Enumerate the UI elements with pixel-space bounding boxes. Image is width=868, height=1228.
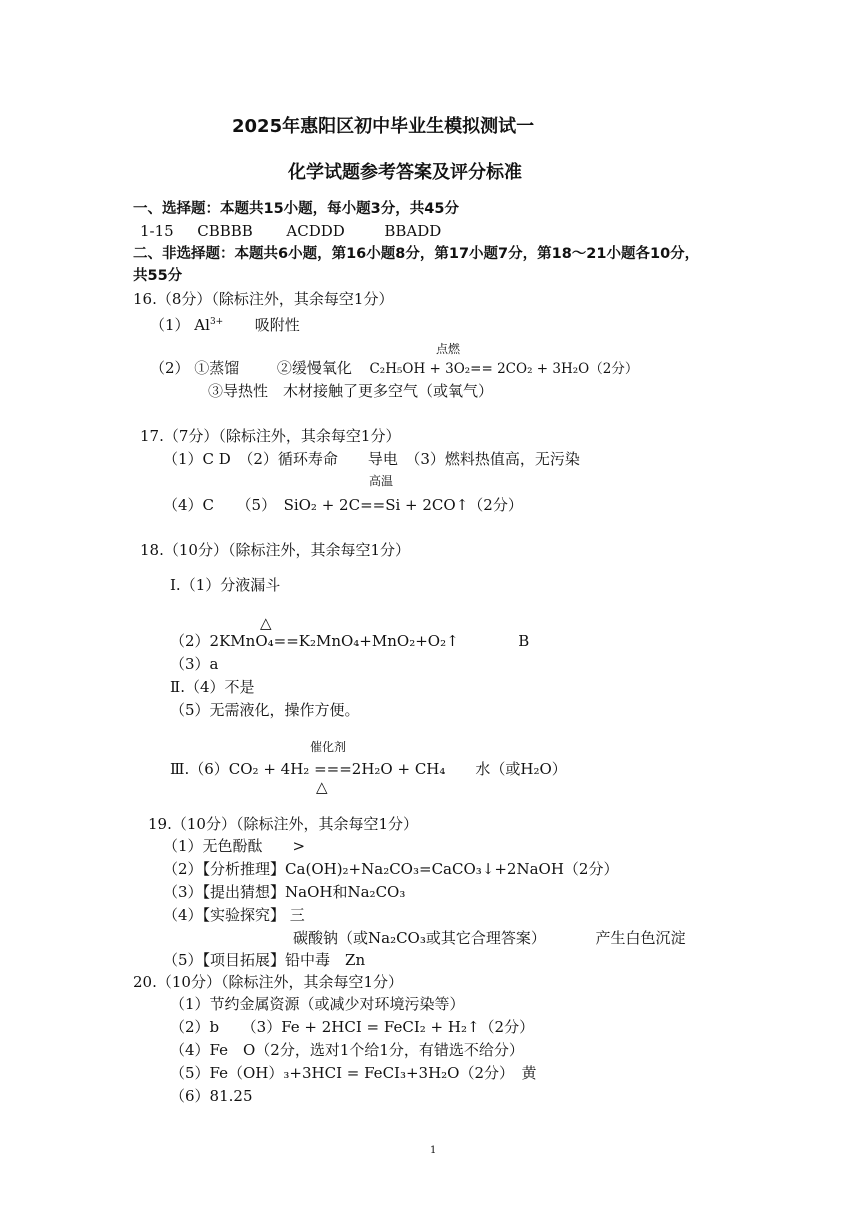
q18-catalyst: 催化剂	[310, 740, 347, 754]
q16-line-1	[150, 313, 300, 334]
q19-heading: 19.（10分）（除标注外，其余每空1分）	[148, 815, 418, 833]
q18-line-6: Ⅲ.（6）CO₂ + 4H₂ ===2H₂O + CH₄ 水（或H₂O）	[170, 760, 567, 778]
q18-line-4: Ⅱ.（4）不是	[170, 678, 255, 696]
q16-l1-a: （1） Al	[150, 316, 210, 334]
section-2-heading: 二、非选择题：本题共6小题，第16小题8分，第17小题7分，第18～21小题各10分，	[133, 246, 700, 262]
q18-line-1: Ⅰ.（1）分液漏斗	[170, 576, 281, 594]
page-title: 2025年惠阳区初中毕业生模拟测试一	[232, 116, 535, 137]
q19-line-1: （1）无色酚酞 >	[163, 837, 306, 855]
q20-line-3: （4）Fe O（2分，选对1个给1分，有错选不给分）	[170, 1041, 524, 1059]
mc-group-2: ACDDD	[286, 222, 345, 240]
q18-l2-b: B	[518, 632, 530, 650]
q20-heading: 20.（10分）（除标注外，其余每空1分）	[133, 973, 403, 991]
q19-l5-b: 产生白色沉淀	[595, 929, 686, 947]
q19-line-5	[293, 929, 685, 947]
q19-line-4: （4）【实验探究】 三	[163, 906, 305, 924]
q16-heading: 16.（8分）（除标注外，其余每空1分）	[133, 290, 394, 308]
q16-line-2	[150, 359, 638, 378]
q20-line-5: （6）81.25	[170, 1087, 253, 1105]
page-subtitle: 化学试题参考答案及评分标准	[288, 162, 522, 183]
q18-heading: 18.（10分）（除标注外，其余每空1分）	[140, 541, 410, 559]
q18-heat-symbol-2: △	[316, 778, 328, 796]
mc-answers	[140, 222, 441, 240]
q17-line-2: （4）C （5） SiO₂ + 2C==Si + 2CO↑（2分）	[163, 496, 523, 514]
q20-line-2: （2）b （3）Fe + 2HCI = FeCI₂ + H₂↑（2分）	[170, 1018, 535, 1036]
q18-line-3: （3）a	[170, 655, 219, 673]
mc-range: 1-15	[140, 222, 174, 240]
q19-line-6: （5）【项目拓展】铅中毒 Zn	[163, 951, 366, 969]
q16-l1-sup: 3+	[209, 317, 224, 327]
q17-heading: 17.（7分）（除标注外，其余每空1分）	[140, 427, 401, 445]
q16-l2-equation: C₂H₅OH + 3O₂== 2CO₂ + 3H₂O（2分）	[369, 361, 639, 377]
mc-group-3: BBADD	[384, 222, 442, 240]
q20-line-1: （1）节约金属资源（或减少对环境污染等）	[170, 995, 465, 1013]
q16-line-3: ③导热性 木材接触了更多空气（或氧气）	[208, 382, 494, 400]
section-2-heading-cont: 共55分	[133, 268, 183, 284]
q20-line-4: （5）Fe（OH）₃+3HCI = FeCI₃+3H₂O（2分） 黄	[170, 1064, 537, 1082]
q17-condition: 高温	[369, 474, 394, 488]
q19-line-3: （3）【提出猜想】NaOH和Na₂CO₃	[163, 883, 406, 901]
q17-line-1: （1）C D （2）循环寿命 导电 （3）燃料热值高，无污染	[163, 450, 580, 468]
q18-line-2	[170, 632, 529, 650]
q16-l2-a: （2） ①蒸馏	[150, 359, 240, 377]
q16-l2-b: ②缓慢氧化	[276, 359, 352, 377]
q19-l5-a: 碳酸钠（或Na₂CO₃或其它合理答案）	[293, 929, 546, 947]
q16-l1-b: 吸附性	[254, 316, 300, 334]
page-number: 1	[430, 1145, 437, 1156]
q16-condition: 点燃	[436, 342, 461, 356]
mc-group-1: CBBBB	[197, 222, 253, 240]
q18-heat-symbol: △	[260, 614, 272, 632]
section-1-heading: 一、选择题：本题共15小题，每小题3分，共45分	[133, 201, 459, 217]
q18-line-5: （5）无需液化，操作方便。	[170, 701, 360, 719]
q19-line-2: （2）【分析推理】Ca(OH)₂+Na₂CO₃=CaCO₃↓+2NaOH（2分）	[163, 860, 619, 878]
q18-l2-equation: （2）2KMnO₄==K₂MnO₄+MnO₂+O₂↑	[170, 632, 459, 650]
